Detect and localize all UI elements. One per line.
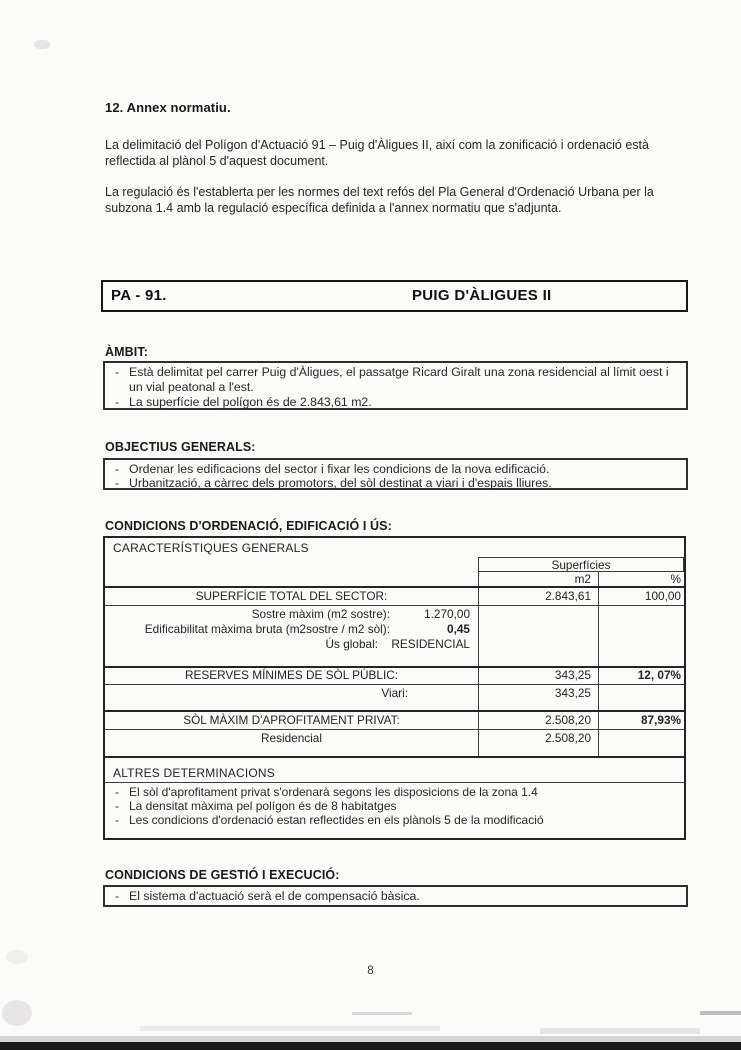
list-item [105,813,684,827]
bullet-dash: - [115,785,119,799]
bullet-dash: - [114,395,120,409]
ambit-box [103,361,688,410]
cell-m2: 2.508,20 [545,713,591,727]
annex-paragraph-2: La regulació és l'establerta per les normes del text refós del Pla General d'Ordenació Urbana per la subzona 1.4 amb la regulació específica definida a l'annex normatiu que s'adjunta. [105,185,654,215]
list-item-text: Urbanització, a càrrec dels promotors, del sòl destinat a viari i d'espais lliures. [129,476,552,490]
superficies-header: Superfícies [478,557,684,572]
scan-streak [140,1026,440,1031]
pa-code: PA - 91. [111,287,167,304]
list-item-text: La densitat màxima pel polígon és de 8 habitatges [129,799,397,813]
table-row [105,622,478,637]
bullet-dash: - [115,813,119,827]
title-bar [101,280,688,312]
objectius-box [103,458,688,490]
cell-m2: 2.508,20 [545,731,591,745]
bullet-dash: - [114,476,120,490]
list-item-text: Les condicions d'ordenació estan reflectides en els plànols 5 de la modificació [129,813,544,827]
col-header-m2: m2 [574,572,591,586]
scan-streak [700,1011,741,1015]
cell-label: Residencial [261,731,322,745]
table-hline [105,782,684,783]
condicions-heading: CONDICIONS D'ORDENACIÓ, EDIFICACIÓ I ÚS: [105,519,392,533]
altres-list [105,785,684,827]
cell-value: RESIDENCIAL [391,637,470,651]
scan-smudge [2,1000,32,1026]
list-item [105,799,684,813]
col-header-pct: % [670,572,681,586]
altres-heading: ALTRES DETERMINACIONS [113,766,275,780]
table-row [105,637,478,652]
list-item-text: Està delimitat pel carrer Puig d'Àligues, el passatge Ricard Giralt una zona residencial al límit oest i un vial peatonal a l'est. [129,365,669,394]
bullet-dash: - [114,462,120,476]
list-item [105,462,686,476]
table-hline [105,710,684,712]
cell-m2: 343,25 [554,686,591,700]
table-hline [105,684,684,685]
caracteristiques-table [103,536,686,840]
annex-paragraph-1: La delimitació del Polígon d'Actuació 91 – Puig d'Àligues II, així com la zonificació i ordenació està reflectida al plànol 5 d'aquest document. [105,138,649,168]
objectius-heading: OBJECTIUS GENERALS: [105,440,256,454]
scan-streak [352,1012,412,1015]
annex-heading: 12. Annex normatiu. [105,100,231,115]
gestio-box [103,885,688,907]
cell-value: 0,45 [447,622,470,636]
cell-label: Edificabilitat màxima bruta (m2sostre / m2 sòl): [144,622,390,636]
scan-streak [540,1028,700,1034]
table-title: CARACTERÍSTIQUES GENERALS [113,541,309,555]
cell-pct: 100,00 [644,589,681,603]
bullet-dash: - [114,365,120,379]
cell-pct: 12, 07% [637,668,681,682]
list-item [105,395,686,410]
bullet-dash: - [114,889,120,903]
list-item [105,785,684,799]
cell-m2: 343,25 [554,668,591,682]
cell-label: Sostre màxim (m2 sostre): [251,607,390,621]
scan-smudge [6,950,28,964]
list-item [105,889,686,904]
cell-label: Ús global: [325,637,378,651]
scan-bottom-edge [0,1042,741,1050]
scan-smudge [34,40,50,49]
cell-label: SUPERFÍCIE TOTAL DEL SECTOR: [195,589,388,603]
ambit-heading: ÀMBIT: [105,345,148,359]
list-item-text: Ordenar les edificacions del sector i fixar les condicions de la nova edificació. [129,462,550,476]
list-item-text: El sòl d'aprofitament privat s'ordenarà segons les disposicions de la zona 1.4 [129,785,538,799]
list-item-text: El sistema d'actuació serà el de compensació bàsica. [129,889,420,903]
cell-pct: 87,93% [640,713,681,727]
table-hline [105,605,684,606]
cell-label: Viari: [381,686,408,700]
cell-label: SÒL MÀXIM D'APROFITAMENT PRIVAT: [183,713,400,727]
list-item [105,365,686,395]
bullet-dash: - [115,799,119,813]
cell-value: 1.270,00 [424,607,470,621]
table-row [105,607,478,622]
pa-name: PUIG D'ÀLIGUES II [412,287,552,304]
page-number: 8 [367,965,374,977]
gestio-heading: CONDICIONS DE GESTIÓ I EXECUCIÓ: [105,868,340,882]
table-hline [105,729,684,730]
table-hline [105,586,684,588]
table-hline [105,756,684,758]
cell-label: RESERVES MÍNIMES DE SÒL PÚBLIC: [184,668,399,682]
list-item-text: La superfície del polígon és de 2.843,61 m2. [129,395,372,409]
cell-m2: 2.843,61 [545,589,591,603]
list-item [105,476,686,490]
